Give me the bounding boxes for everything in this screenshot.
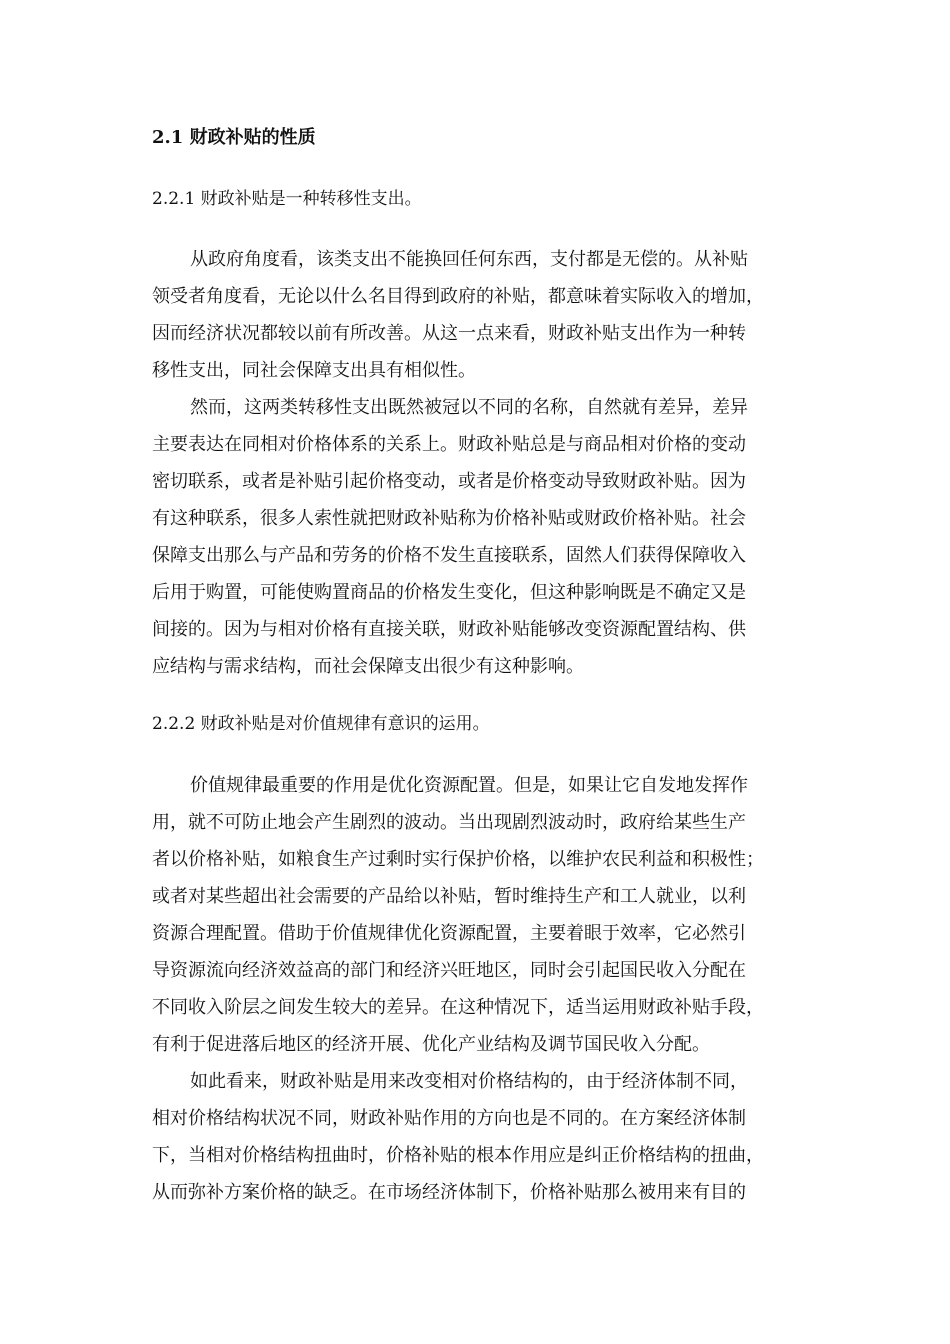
subsection-title-2-2-2: 2.2.2 财政补贴是对价值规律有意识的运用。 — [152, 714, 490, 734]
paragraph-line: 用，就不可防止地会产生剧烈的波动。当出现剧烈波动时，政府给某些生产 — [152, 812, 746, 833]
paragraph-line: 有利于促进落后地区的经济开展、优化产业结构及调节国民收入分配。 — [152, 1034, 710, 1055]
paragraph-line: 领受者角度看，无论以什么名目得到政府的补贴，都意味着实际收入的增加， — [152, 286, 764, 307]
paragraph-line: 然而，这两类转移性支出既然被冠以不同的名称，自然就有差异，差异 — [190, 397, 748, 418]
paragraph-line: 保障支出那么与产品和劳务的价格不发生直接联系，固然人们获得保障收入 — [152, 545, 746, 566]
paragraph-line: 应结构与需求结构，而社会保障支出很少有这种影响。 — [152, 656, 584, 677]
section-title: 2.1 财政补贴的性质 — [152, 127, 316, 148]
paragraph-line: 资源合理配置。借助于价值规律优化资源配置，主要着眼于效率，它必然引 — [152, 923, 746, 944]
paragraph-1 — [152, 241, 764, 389]
paragraph-line: 主要表达在同相对价格体系的关系上。财政补贴总是与商品相对价格的变动 — [152, 434, 746, 455]
paragraph-4 — [152, 1063, 764, 1211]
paragraph-line: 密切联系，或者是补贴引起价格变动，或者是价格变动导致财政补贴。因为 — [152, 471, 746, 492]
paragraph-line: 间接的。因为与相对价格有直接关联，财政补贴能够改变资源配置结构、供 — [152, 619, 746, 640]
paragraph-line: 相对价格结构状况不同，财政补贴作用的方向也是不同的。在方案经济体制 — [152, 1108, 746, 1129]
paragraph-line: 导资源流向经济效益高的部门和经济兴旺地区，同时会引起国民收入分配在 — [152, 960, 746, 981]
paragraph-line: 如此看来，财政补贴是用来改变相对价格结构的，由于经济体制不同， — [190, 1071, 748, 1092]
paragraph-line: 有这种联系，很多人索性就把财政补贴称为价格补贴或财政价格补贴。社会 — [152, 508, 746, 529]
paragraph-line: 不同收入阶层之间发生较大的差异。在这种情况下，适当运用财政补贴手段， — [152, 997, 764, 1018]
paragraph-line: 价值规律最重要的作用是优化资源配置。但是，如果让它自发地发挥作 — [190, 775, 748, 796]
paragraph-line: 或者对某些超出社会需要的产品给以补贴，暂时维持生产和工人就业，以利 — [152, 886, 746, 907]
paragraph-line: 者以价格补贴，如粮食生产过剩时实行保护价格，以维护农民利益和积极性； — [152, 849, 764, 870]
paragraph-line: 后用于购置，可能使购置商品的价格发生变化，但这种影响既是不确定又是 — [152, 582, 746, 603]
subsection-title-2-2-1: 2.2.1 财政补贴是一种转移性支出。 — [152, 189, 422, 209]
paragraph-line: 从而弥补方案价格的缺乏。在市场经济体制下，价格补贴那么被用来有目的 — [152, 1182, 746, 1203]
paragraph-2 — [152, 389, 748, 685]
paragraph-line: 下，当相对价格结构扭曲时，价格补贴的根本作用应是纠正价格结构的扭曲， — [152, 1145, 764, 1166]
paragraph-line: 因而经济状况都较以前有所改善。从这一点来看，财政补贴支出作为一种转 — [152, 323, 746, 344]
paragraph-line: 从政府角度看，该类支出不能换回任何东西，支付都是无偿的。从补贴 — [190, 249, 748, 270]
paragraph-3 — [152, 767, 764, 1063]
paragraph-line: 移性支出，同社会保障支出具有相似性。 — [152, 360, 476, 381]
